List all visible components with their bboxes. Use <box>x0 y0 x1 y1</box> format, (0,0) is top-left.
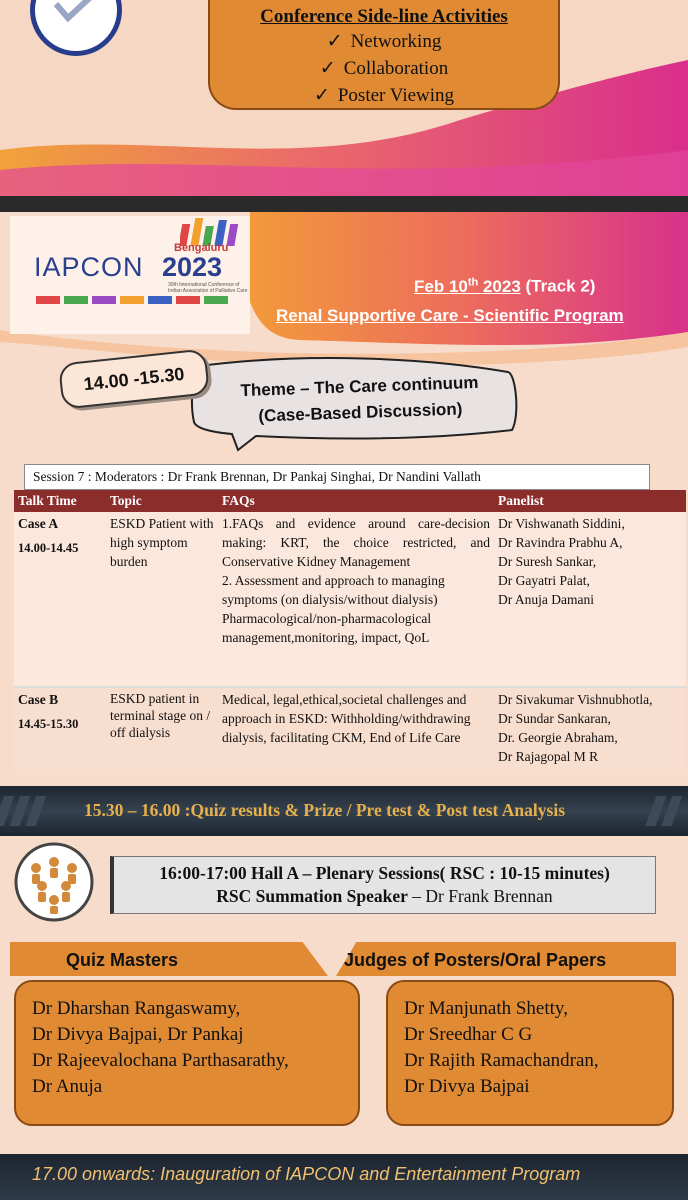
column-header: Talk Time <box>14 490 106 512</box>
case-label: Case A <box>18 516 59 531</box>
logo-city: Bengaluru <box>174 242 229 254</box>
top-section <box>0 0 688 196</box>
topic-cell: ESKD patient in terminal stage on / off dialysis <box>106 687 218 774</box>
list-item: Dr Sreedhar C G <box>404 1024 533 1045</box>
panelist: Dr Sivakumar Vishnubhotla, <box>498 692 653 707</box>
logo-year: 2023 <box>162 252 223 282</box>
quiz-masters-title: Quiz Masters <box>66 950 179 970</box>
faq-item: 2. Assessment and approach to managing symptoms (on dialysis/without dialysis) Pharmacological/non-pharmacological management,monitoring, impact, QoL <box>222 573 445 645</box>
list-item: Dr Manjunath Shetty, <box>404 998 568 1019</box>
list-item: Dr Rajeevalochana Parthasarathy, <box>32 1050 289 1071</box>
list-item: Dr Anuja <box>32 1076 103 1097</box>
list-item: Dr Divya Bajpai, Dr Pankaj <box>32 1024 244 1045</box>
panelist-cell <box>494 512 686 687</box>
talk-time-cell <box>14 512 106 687</box>
column-header: FAQs <box>218 490 494 512</box>
plenary-session: 16:00-17:00 Hall A – Plenary Sessions( RSC : 10-15 minutes) <box>159 863 610 883</box>
table-row <box>14 512 686 687</box>
judges-list <box>404 996 599 1100</box>
case-label: Case B <box>18 692 59 707</box>
judges-title: Judges of Posters/Oral Papers <box>344 950 607 970</box>
quiz-masters-list <box>32 996 289 1100</box>
panelist: Dr Vishwanath Siddini, <box>498 516 625 531</box>
column-header: Topic <box>106 490 218 512</box>
sideline-title: Conference Side-line Activities <box>260 6 508 27</box>
panelist-cell <box>494 687 686 774</box>
theme-text: Theme – The Care continuum (Case-Based Discussion) <box>240 372 479 426</box>
logo-name: IAPCON <box>34 252 144 282</box>
panelist: Dr Ravindra Prabhu A, <box>498 535 623 550</box>
list-item: Dr Divya Bajpai <box>404 1076 530 1097</box>
check-icon: ✓ <box>319 58 336 79</box>
audience-icon <box>14 842 94 922</box>
column-header: Panelist <box>494 490 686 512</box>
logo-color-strip <box>36 296 246 304</box>
program-title: Renal Supportive Care - Scientific Program <box>276 306 624 325</box>
summation-speaker: RSC Summation Speaker – Dr Frank Brennan <box>216 886 553 906</box>
case-time: 14.45-15.30 <box>18 717 79 731</box>
logo-subtitle: 30th International Conference of Indian Association of Palliative Care <box>168 282 248 294</box>
panelist: Dr Anuja Damani <box>498 592 594 607</box>
topic-cell: ESKD Patient with high symptom burden <box>106 512 218 687</box>
sideline-item: ✓ Poster Viewing <box>210 82 558 109</box>
checkmark-icon <box>52 0 100 30</box>
list-item: Dr Rajith Ramachandran, <box>404 1050 599 1071</box>
program-table <box>14 490 686 774</box>
quiz-banner-text: 15.30 – 16.00 :Quiz results & Prize / Pre test & Post test Analysis <box>84 800 566 820</box>
panelist: Dr Gayatri Palat, <box>498 573 590 588</box>
program-date: Feb 10th 2023 (Track 2) <box>414 276 596 296</box>
footer-text: 17.00 onwards: Inauguration of IAPCON and Entertainment Program <box>32 1164 581 1184</box>
panelist: Dr Suresh Sankar, <box>498 554 597 569</box>
table-row <box>14 687 686 774</box>
sideline-item: ✓ Networking <box>210 28 558 55</box>
check-icon: ✓ <box>326 31 343 52</box>
talk-time-cell <box>14 687 106 774</box>
time-tag: 14.00 -15.30 <box>58 348 210 409</box>
section-divider <box>0 196 688 212</box>
sideline-item: ✓ Collaboration <box>210 55 558 82</box>
case-time: 14.00-14.45 <box>18 541 79 555</box>
faq-item: 1.FAQs and evidence around care-decision making: KRT, the choice restricted, and Conservative Kidney Management <box>222 516 490 569</box>
faq-cell <box>218 512 494 687</box>
panelist: Dr. Georgie Abraham, <box>498 730 618 745</box>
session-moderators: Session 7 : Moderators : Dr Frank Brennan, Dr Pankaj Singhai, Dr Nandini Vallath <box>24 464 650 490</box>
faq-cell: Medical, legal,ethical,societal challenges and approach in ESKD: Withholding/withdrawing dialysis, facilitating CKM, End of Life Care <box>218 687 494 774</box>
panelist: Dr Rajagopal M R <box>498 749 599 764</box>
check-icon: ✓ <box>313 85 330 106</box>
list-item: Dr Dharshan Rangaswamy, <box>32 998 241 1019</box>
plenary-box <box>110 856 656 914</box>
sideline-activities-box <box>208 0 560 110</box>
panelist: Dr Sundar Sankaran, <box>498 711 611 726</box>
table-header-row <box>14 490 686 512</box>
